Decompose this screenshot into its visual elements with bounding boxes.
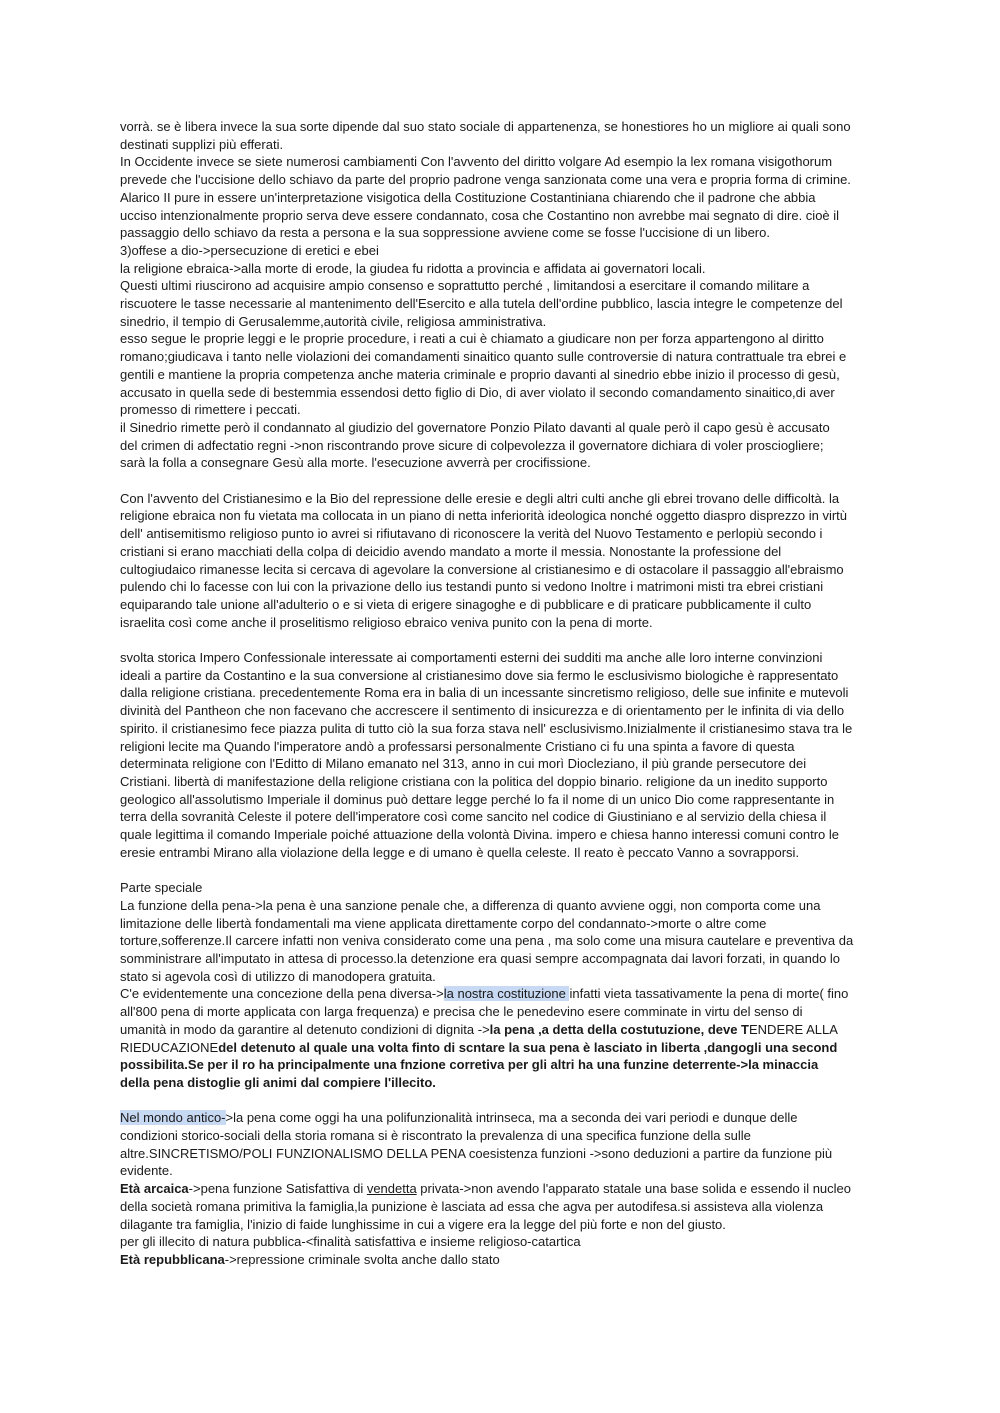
text-line: il Sinedrio rimette però il condannato al giudizio del governatore Ponzio Pilato davanti al quale però il capo gesù è accusato [120, 419, 830, 435]
text-line: passaggio dello schiavo da resta a persona e la sua soppressione avviene come se fosse l'uccisione di un libero. [120, 225, 770, 241]
text-line: svolta storica Impero Confessionale interessate ai comportamenti esterni dei sudditi ma anche alle loro interne convinzioni [120, 650, 823, 666]
text-span: ->repressione criminale svolta anche dallo stato [224, 1251, 500, 1267]
paragraph-gap [120, 862, 882, 880]
text-span: ->pena funzione Satisfattiva di [188, 1181, 367, 1197]
text-line: sinedrio, il tempio di Gerusalemme,autorità civile, religiosa amministrativa. [120, 313, 547, 329]
bold-text: possibilita.Se per il ro ha principalmente una fnzione corretiva per gli altri ha una funzine deterrente->la minaccia [120, 1057, 819, 1073]
text-line [120, 1039, 882, 1057]
section-mondo-antico [120, 1109, 882, 1268]
text-span: ENDERE ALLA [749, 1021, 838, 1037]
paragraph-block-confessional-empire [120, 649, 882, 861]
text-line: prevede che l'uccisione dello schiavo da parte del proprio padrone venga sanzionata come una vera e propria forma di crimine. [120, 172, 851, 188]
text-line: israelita così come anche il proselitismo religioso ebraico veniva punito con la pena di morte. [120, 614, 653, 630]
paragraph-block-slaves-and-jews [120, 118, 882, 472]
text-line: dell' antisemitismo religioso punto io avrei si rifiutavano di riconoscere la verità del Nuovo Testamento e perlopiù secondo i [120, 526, 823, 542]
text-line: equiparando tale unione all'adulterio o e si vieta di erigere sinagoghe e di pubblicare e di praticare pubblicamente il culto [120, 596, 812, 612]
bold-text: la pena ,a detta della costutuzione, deve T [489, 1021, 749, 1037]
text-line: Con l'avvento del Cristianesimo e la Bio del repressione delle eresie e degli altri culti anche gli ebrei trovano delle difficoltà. la [120, 490, 840, 506]
text-line: limitazione delle libertà fondamentali ma viene applicata direttamente corpo del condannato->morte o altre come [120, 915, 767, 931]
document-page [120, 118, 882, 1269]
text-line: quale legittima il comando Imperiale poiché attuazione della volontà Divina. impero e chiesa hanno interessi comuni contro le [120, 827, 840, 843]
text-line: destinati supplizi più efferati. [120, 136, 284, 152]
text-line: eresie entrambi Mirano alla violazione della legge e di umano è quella celeste. Il reato è peccato Vanno a sovrapporsi. [120, 844, 800, 860]
text-line: stato si agevola così di utilizzo di manodopera gratuita. [120, 968, 436, 984]
text-line: condizioni storico-sociali della storia romana si è riscontrato la prevalenza di una specifica funzione della sulle [120, 1128, 751, 1144]
section-heading: Parte speciale [120, 880, 203, 896]
text-line: gentili e mantiene la propria competenza anche materia criminale e proprio davanti al sinedrio ebbe inizio il processo di gesù, [120, 366, 840, 382]
text-span: C'e evidentemente una concezione della pena diversa-> [120, 986, 444, 1002]
bold-text: Età repubblicana [120, 1251, 225, 1267]
text-line [120, 1021, 882, 1039]
text-line: terra della sovranità Celeste il potere dell'imperatore così come sancito nel codice di Giustiniano e al servizio della chiesa il [120, 809, 827, 825]
text-line: vorrà. se è libera invece la sua sorte dipende dal suo stato sociale di appartenenza, se honestiores ho un migliore ai quali sono [120, 119, 851, 134]
text-line: accusato in quella sede di bestemmia essendosi detto figlio di Dio, di aver violato il secondo comandamento sinaitico,di aver [120, 384, 835, 400]
text-line [120, 1180, 882, 1198]
text-line [120, 1074, 882, 1092]
text-line: romano;giudicava i tanto nelle violazioni dei comandamenti sinaitico quanto sulle controversie di natura contrattuale tra ebrei e [120, 349, 847, 365]
text-line: somministrare all'imputato in attesa di processo.la detenzione era quasi sempre accompagnata dai lavori forzati, in quando lo [120, 951, 841, 966]
paragraph-gap [120, 631, 882, 649]
text-line: religioni lecite ma Quando l'imperatore andò a professarsi personalmente Cristiano ci fu una spinta a favore di questa [120, 738, 795, 754]
text-span: infatti vieta tassativamente la pena di morte( fino [569, 986, 849, 1002]
paragraph-gap [120, 1092, 882, 1110]
text-line: evidente. [120, 1163, 173, 1179]
text-line: La funzione della pena->la pena è una sanzione penale che, a differenza di quanto avviene oggi, non comporta come una [120, 897, 821, 913]
text-line: determinata religione con l'Editto di Milano emanato nel 313, anno in cui morì Diocleziano, il più grande persecutore dei [120, 756, 807, 772]
text-line: altre.SINCRETISMO/POLI FUNZIONALISMO DELLA PENA coesistenza funzioni ->sono deduzioni a partire da funzione più [120, 1145, 833, 1161]
text-line: all'800 pena di morte applicata con larga frequenza) e precisa che le penedevino esere comminate in virtu del senso di [120, 1004, 803, 1020]
text-span: RIEDUCAZIONE [120, 1039, 219, 1055]
text-line: geologico all'assolutismo Imperiale il dominus può dettare legge perché lo fa il nome di un unico Dio come rappresentante in [120, 791, 835, 807]
text-span: >la pena come oggi ha una polifunzionalità intrinseca, ma a seconda dei vari periodi e dunque delle [225, 1110, 798, 1126]
text-span: privata->non avendo l'apparato statale una base solida e essendo il nucleo [416, 1181, 852, 1197]
text-line: dilagante tra famiglia, l'inizio di faide lunghissime in cui a vigere era la legge del più forte e non del giusto. [120, 1216, 726, 1232]
text-line: la religione ebraica->alla morte di erode, la giudea fu ridotta a provincia e affidata ai governatori locali. [120, 260, 706, 276]
text-line: sarà la folla a consegnare Gesù alla morte. l'esecuzione avverrà per crocifissione. [120, 455, 591, 471]
text-line: spirito. il cristianesimo fece piazza pulita di tutto ciò la sua forza stava nell' esclusivismo.Inizialmente il cristianesimo stava tra le [120, 720, 853, 736]
bold-text: della pena distoglie gli animi dal compiere l'illecito. [120, 1074, 436, 1090]
text-line: della società romana primitiva la famiglia,la punizione è lasciata ad essa che agva per autodifesa.si assisteva alla violenza [120, 1198, 824, 1214]
text-span: umanità in modo da garantire al detenuto condizioni di dignita -> [120, 1021, 490, 1037]
text-line: cristiani si erano macchiati della colpa di deicidio avendo mandato a morte il messia. Nonostante la professione del [120, 543, 782, 559]
text-line [120, 1056, 882, 1074]
text-line: divinità del Pantheon che non facevano che accrescere il sentimento di insicurezza e di orientamento per le infinita di via dello [120, 703, 845, 719]
paragraph-gap [120, 472, 882, 490]
text-line [120, 985, 882, 1003]
paragraph-block-christianity-and-jews [120, 490, 882, 632]
text-line: promesso di rimettere i peccati. [120, 402, 301, 418]
bold-text: Età arcaica [120, 1181, 189, 1197]
text-line: cultogiudaico rimanesse lecita si cercava di agevolare la conversione al cristianesimo e di ostacolare il passaggio all'ebraismo [120, 561, 844, 577]
section-parte-speciale [120, 879, 882, 1091]
text-line: riscuotere le tasse necessarie al mantenimento dell'Esercito e alla tutela dell'ordine pubblico, lascia integre le competenze del [120, 296, 843, 312]
text-line: Alarico II pure in essere un'interpretazione visigotica della Costituzione Costantiniana chiarendo che il padrone che abbia [120, 189, 816, 205]
text-line: Questi ultimi riuscirono ad acquisire ampio consenso e soprattutto perché , limitandosi a esercitare il comando militare a [120, 278, 810, 294]
text-line: religione ebraica non fu vietata ma collocata in un piano di netta inferiorità ideologica nonché oggetto diaspro disprezzo in virtù [120, 508, 848, 524]
bold-text: del detenuto al quale una volta finto di scntare la sua pena è lasciato in liberta ,dangogli una second [218, 1039, 838, 1055]
text-line: pulendo chi lo facesse con lui con la privazione dello ius testandi punto si vedono Inoltre i matrimoni misti tra ebrei cristiani [120, 579, 824, 595]
text-line: dalla religione cristiana. precedentemente Roma era in balia di un incessante sincretismo religioso, delle sue infinite e mutevoli [120, 685, 849, 701]
text-line: per gli illecito di natura pubblica-<finalità satisfattiva e insieme religioso-catartica [120, 1234, 581, 1250]
paragraph-funzione-pena [120, 897, 882, 986]
text-line: Cristiani. libertà di manifestazione della religione cristiana con la politica del doppio binario. religione da un inedito supporto [120, 773, 828, 789]
underlined-text: vendetta [366, 1181, 417, 1197]
highlighted-text: la nostra costituzione [443, 986, 570, 1002]
text-line [120, 1251, 882, 1269]
text-line: del crimen di adfectatio regni ->non riscontrando prove sicure di colpevolezza il governatore dichiara di voler prosciogliere; [120, 437, 824, 453]
text-line: ucciso intenzionalmente proprio serva deve essere condannato, cosa che Costantino non avrebbe mai segnato di dire. cioè il [120, 207, 840, 223]
paragraph-lines [120, 1127, 882, 1180]
highlighted-text: Nel mondo antico- [120, 1110, 226, 1126]
text-line: 3)offese a dio->persecuzione di eretici e ebei [120, 242, 379, 258]
text-line: ideali a partire da Costantino e la sua conversione al cristianesimo dove sia fermo le esclusivismo biologiche è rappresentato [120, 667, 839, 683]
text-line: torture,sofferenze.Il carcere infatti non veniva considerato come una pena , ma solo come una misura cautelare e preventiva da [120, 933, 854, 949]
text-line: esso segue le proprie leggi e le proprie procedure, i reati a cui è chiamato a giudicare non per forza appartengono al diritto [120, 331, 824, 347]
paragraph-lines [120, 1198, 882, 1251]
text-line: In Occidente invece se siete numerosi cambiamenti Con l'avvento del diritto volgare Ad esempio la lex romana visigothorum [120, 154, 833, 170]
text-line [120, 1109, 882, 1127]
